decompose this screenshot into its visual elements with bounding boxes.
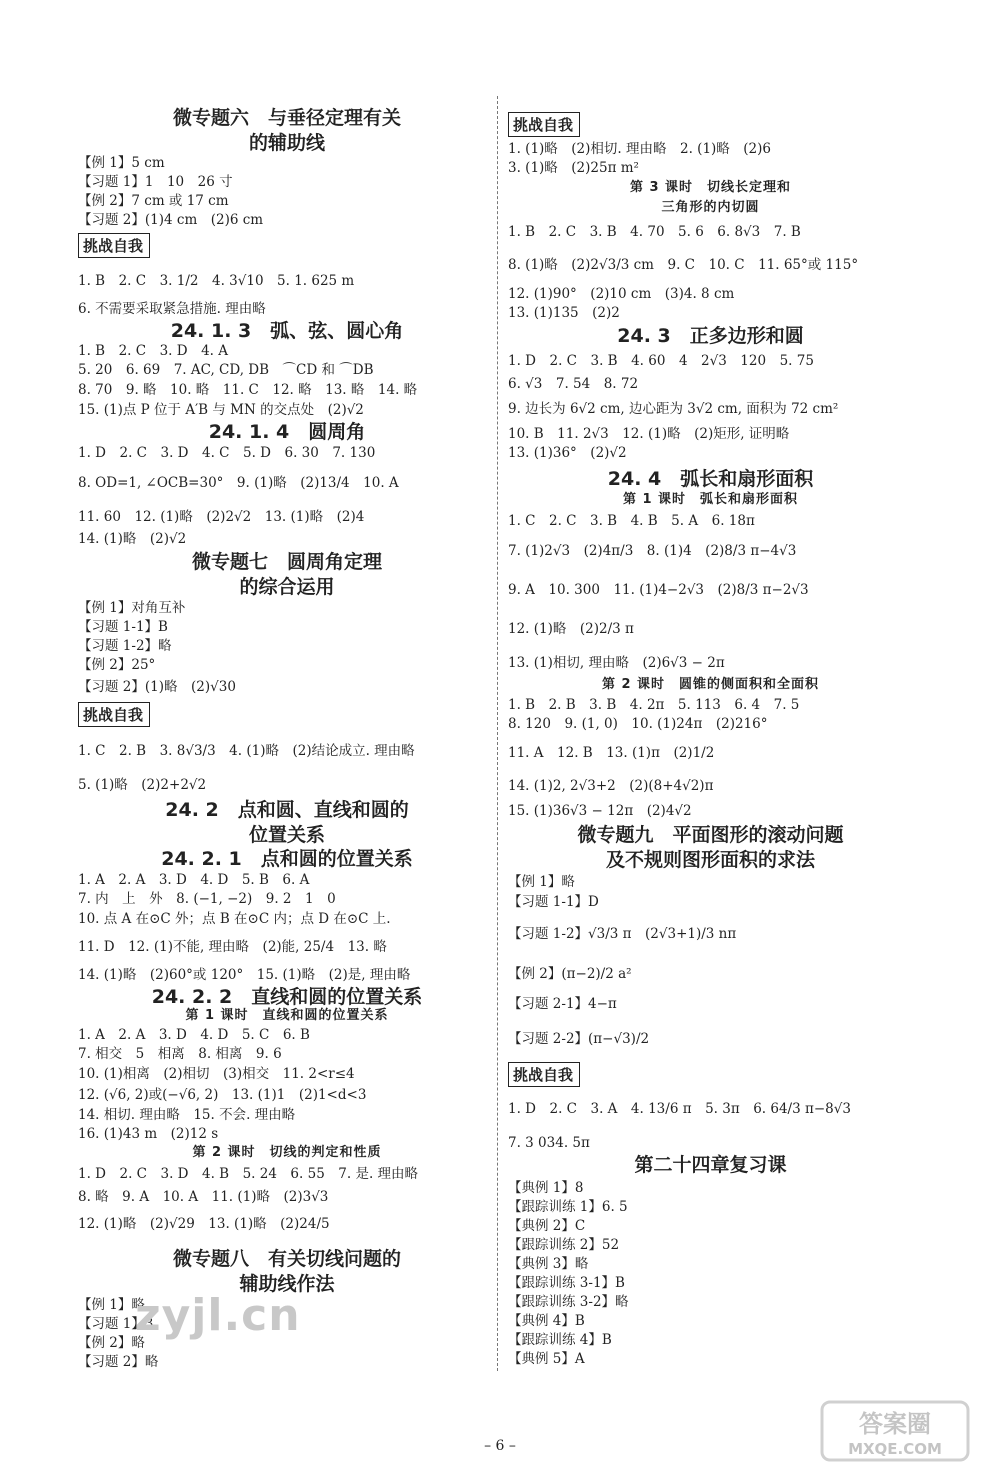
right-answer-line: 6. √3 7. 54 8. 72 xyxy=(508,376,639,392)
right-answer-line: 【跟踪训练 4】B xyxy=(508,1332,612,1348)
right-answer-line: 1. C 2. C 3. B 4. B 5. A 6. 18π xyxy=(508,513,755,529)
left-answer-line: 1. A 2. A 3. D 4. D 5. B 6. A xyxy=(78,872,310,888)
left-answer-line: 14. 相切. 理由略 15. 不会. 理由略 xyxy=(78,1107,296,1123)
left-answer-line: 【例 1】对角互补 xyxy=(78,600,186,616)
left-answer-line: 15. (1)点 P 位于 A′B 与 MN 的交点处 (2)√2 xyxy=(78,402,364,418)
left-lesson-subheading: 第 1 课时 直线和圆的位置关系 xyxy=(185,1008,389,1023)
left-answer-line: 【习题 2】略 xyxy=(78,1354,159,1370)
right-answer-line: 7. 3 034. 5π xyxy=(508,1135,590,1151)
watermark-text: zyjl.cn xyxy=(135,1290,301,1341)
left-lesson-subheading: 第 2 课时 切线的判定和性质 xyxy=(192,1145,382,1160)
page-number: – 6 – xyxy=(484,1438,516,1454)
left-answer-line: 【习题 2】(1)4 cm (2)6 cm xyxy=(78,212,264,228)
right-section-heading: 微专题九 平面图形的滚动问题 xyxy=(577,824,844,846)
left-answer-line: 11. D 12. (1)不能, 理由略 (2)能, 25/4 13. 略 xyxy=(78,939,387,955)
left-answer-line: 【例 1】5 cm xyxy=(78,155,165,171)
left-answer-line: 10. 点 A 在⊙C 外；点 B 在⊙C 内；点 D 在⊙C 上. xyxy=(78,911,391,927)
right-answer-line: 【跟踪训练 3-2】略 xyxy=(508,1294,629,1310)
left-answer-line: 7. 相交 5 相离 8. 相离 9. 6 xyxy=(78,1046,282,1062)
right-answer-line: 7. (1)2√3 (2)4π/3 8. (1)4 (2)8/3 π−4√3 xyxy=(508,543,797,559)
right-answer-line: 15. (1)36√3 − 12π (2)4√2 xyxy=(508,803,692,819)
right-section-heading: 24. 3 正多边形和圆 xyxy=(617,325,804,347)
left-answer-line: 14. (1)略 (2)60°或 120° 15. (1)略 (2)是, 理由略 xyxy=(78,967,411,983)
left-answer-line: 1. A 2. A 3. D 4. D 5. C 6. B xyxy=(78,1027,310,1043)
left-answer-line: 11. 60 12. (1)略 (2)2√2 13. (1)略 (2)4 xyxy=(78,509,365,525)
left-answer-line: 16. (1)43 m (2)12 s xyxy=(78,1126,219,1142)
left-answer-line: 5. 20 6. 69 7. AC, CD, DB ⌒CD 和 ⌒DB xyxy=(78,362,374,378)
right-answer-line: 1. (1)略 (2)相切. 理由略 2. (1)略 (2)6 xyxy=(508,141,772,157)
right-answer-line: 3. (1)略 (2)25π m² xyxy=(508,160,639,176)
right-answer-line: 【习题 1-1】D xyxy=(508,894,599,910)
left-section-heading: 的辅助线 xyxy=(248,132,325,154)
left-answer-line: 【例 2】略 xyxy=(78,1335,145,1351)
svg-text:MXQE.COM: MXQE.COM xyxy=(848,1440,942,1458)
right-answer-line: 【跟踪训练 1】6. 5 xyxy=(508,1199,628,1215)
right-section-heading: 及不规则图形面积的求法 xyxy=(605,849,815,871)
right-challenge-header: 挑战自我 xyxy=(508,1062,580,1087)
left-answer-line: 5. (1)略 (2)2+2√2 xyxy=(78,777,207,793)
right-answer-line: 【跟踪训练 2】52 xyxy=(508,1237,620,1253)
left-section-heading: 的综合运用 xyxy=(239,576,335,598)
right-answer-line: 【例 2】(π−2)/2 a² xyxy=(508,966,632,982)
left-answer-line: 【例 1】略 xyxy=(78,1297,145,1313)
left-answer-line: 7. 内 上 外 8. (−1, −2) 9. 2 1 0 xyxy=(78,891,336,907)
left-answer-line: 【例 2】7 cm 或 17 cm xyxy=(78,193,229,209)
right-answer-line: 1. D 2. C 3. B 4. 60 4 2√3 120 5. 75 xyxy=(508,353,814,369)
left-answer-line: 【习题 2】(1)略 (2)√30 xyxy=(78,679,236,695)
left-answer-line: 【习题 1】3 xyxy=(78,1316,154,1332)
right-answer-line: 14. (1)2, 2√3+2 (2)(8+4√2)π xyxy=(508,778,714,794)
left-answer-line: 1. D 2. C 3. D 4. C 5. D 6. 30 7. 130 xyxy=(78,445,376,461)
right-answer-line: 【跟踪训练 3-1】B xyxy=(508,1275,625,1291)
left-answer-line: 12. (1)略 (2)√29 13. (1)略 (2)24/5 xyxy=(78,1216,330,1232)
right-lesson-subheading: 第 2 课时 圆锥的侧面积和全面积 xyxy=(601,677,820,692)
left-answer-line: 【习题 1-2】略 xyxy=(78,638,172,654)
left-answer-line: 1. B 2. C 3. D 4. A xyxy=(78,343,229,359)
left-section-heading: 24. 2. 1 点和圆的位置关系 xyxy=(161,848,413,870)
left-section-heading: 24. 1. 4 圆周角 xyxy=(208,421,366,443)
right-answer-line: 【典例 4】B xyxy=(508,1313,585,1329)
svg-text:答案圈: 答案圈 xyxy=(859,1410,931,1438)
left-answer-line: 10. (1)相离 (2)相切 (3)相交 11. 2<r≤4 xyxy=(78,1066,355,1082)
right-section-heading: 第二十四章复习课 xyxy=(634,1154,787,1176)
right-answer-line: 【典例 2】C xyxy=(508,1218,586,1234)
right-lesson-subheading: 第 3 课时 切线长定理和 xyxy=(629,180,792,195)
left-challenge-header: 挑战自我 xyxy=(78,702,150,727)
right-answer-line: 1. D 2. C 3. A 4. 13/6 π 5. 3π 6. 64/3 π−8√3 xyxy=(508,1101,851,1117)
left-answer-line: 14. (1)略 (2)√2 xyxy=(78,531,187,547)
left-section-heading: 微专题七 圆周角定理 xyxy=(191,551,382,573)
left-section-heading: 24. 2 点和圆、直线和圆的 xyxy=(165,799,409,821)
left-section-heading: 微专题六 与垂径定理有关 xyxy=(172,107,401,129)
right-answer-line: 13. (1)135 (2)2 xyxy=(508,305,620,321)
right-answer-line: 【典例 3】略 xyxy=(508,1256,589,1272)
left-section-heading: 24. 1. 3 弧、弦、圆心角 xyxy=(170,320,404,342)
left-answer-line: 8. 70 9. 略 10. 略 11. C 12. 略 13. 略 14. 略 xyxy=(78,382,418,398)
left-answer-line: 1. B 2. C 3. 1/2 4. 3√10 5. 1. 625 m xyxy=(78,273,355,289)
right-answer-line: 9. A 10. 300 11. (1)4−2√3 (2)8/3 π−2√3 xyxy=(508,582,809,598)
right-answer-line: 【典例 1】8 xyxy=(508,1180,584,1196)
right-challenge-header: 挑战自我 xyxy=(508,112,580,137)
right-answer-line: 【习题 2-2】(π−√3)/2 xyxy=(508,1031,650,1047)
right-section-heading: 24. 4 弧长和扇形面积 xyxy=(607,468,814,490)
left-answer-line: 【例 2】25° xyxy=(78,657,156,673)
left-answer-line: 1. C 2. B 3. 8√3/3 4. (1)略 (2)结论成立. 理由略 xyxy=(78,743,415,759)
right-answer-line: 12. (1)90° (2)10 cm (3)4. 8 cm xyxy=(508,286,735,302)
left-section-heading: 24. 2. 2 直线和圆的位置关系 xyxy=(151,986,423,1008)
right-answer-line: 【习题 1-2】√3/3 π (2√3+1)/3 nπ xyxy=(508,926,737,942)
column-divider xyxy=(497,96,498,1371)
left-section-heading: 位置关系 xyxy=(248,824,325,846)
left-answer-line: 1. D 2. C 3. D 4. B 5. 24 6. 55 7. 是. 理由略 xyxy=(78,1166,419,1182)
left-section-heading: 微专题八 有关切线问题的 xyxy=(172,1248,401,1270)
left-answer-line: 6. 不需要采取紧急措施. 理由略 xyxy=(78,301,266,317)
right-answer-line: 8. 120 9. (1, 0) 10. (1)24π (2)216° xyxy=(508,716,768,732)
right-answer-line: 【例 1】略 xyxy=(508,874,575,890)
right-answer-line: 10. B 11. 2√3 12. (1)略 (2)矩形, 证明略 xyxy=(508,426,790,442)
left-answer-line: 【习题 1-1】B xyxy=(78,619,168,635)
right-lesson-subheading: 三角形的内切圆 xyxy=(661,200,760,215)
right-lesson-subheading: 第 1 课时 弧长和扇形面积 xyxy=(622,492,799,507)
right-answer-line: 8. (1)略 (2)2√3/3 cm 9. C 10. C 11. 65°或 115° xyxy=(508,257,859,273)
left-answer-line: 12. (√6, 2)或(−√6, 2) 13. (1)1 (2)1<d<3 xyxy=(78,1087,367,1103)
left-answer-line: 8. 略 9. A 10. A 11. (1)略 (2)3√3 xyxy=(78,1189,329,1205)
left-section-heading: 辅助线作法 xyxy=(239,1273,335,1295)
right-answer-line: 13. (1)36° (2)√2 xyxy=(508,445,627,461)
right-answer-line: 【习题 2-1】4−π xyxy=(508,996,617,1012)
left-answer-line: 【习题 1】1 10 26 寸 xyxy=(78,174,233,190)
right-answer-line: 【典例 5】A xyxy=(508,1351,585,1367)
right-answer-line: 11. A 12. B 13. (1)π (2)1/2 xyxy=(508,745,715,761)
right-answer-line: 12. (1)略 (2)2/3 π xyxy=(508,621,634,637)
left-answer-line: 8. OD=1, ∠OCB=30° 9. (1)略 (2)13/4 10. A xyxy=(78,475,399,491)
right-answer-line: 1. B 2. C 3. B 4. 70 5. 6 6. 8√3 7. B xyxy=(508,224,801,240)
right-answer-line: 1. B 2. B 3. B 4. 2π 5. 113 6. 4 7. 5 xyxy=(508,697,800,713)
left-challenge-header: 挑战自我 xyxy=(78,233,150,258)
right-answer-line: 9. 边长为 6√2 cm, 边心距为 3√2 cm, 面积为 72 cm² xyxy=(508,401,839,417)
right-answer-line: 13. (1)相切, 理由略 (2)6√3 − 2π xyxy=(508,655,725,671)
